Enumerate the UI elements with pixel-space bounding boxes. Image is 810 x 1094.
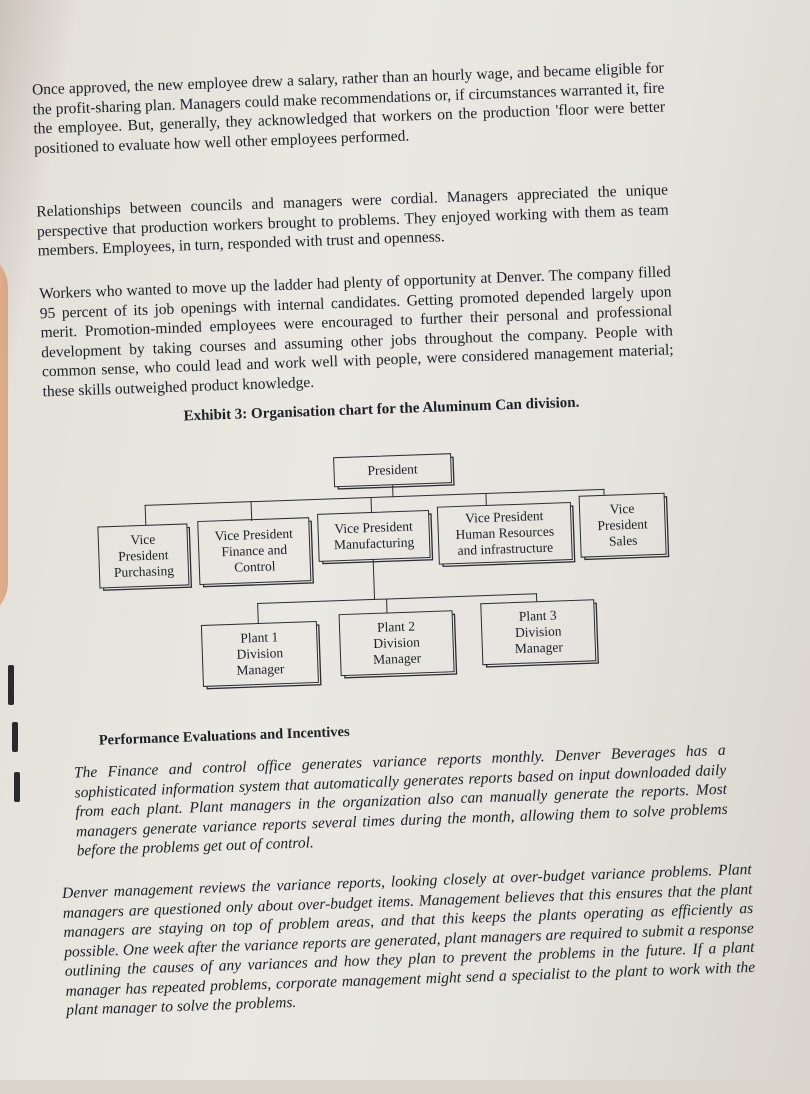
vp-label-line: Purchasing [113,562,175,580]
vp-label-line: President [118,547,169,564]
vp-hr-box [437,502,573,565]
vp-label-line: Finance and [221,541,288,560]
vp-label-line: Manufacturing [333,534,415,553]
plant1-manager-box [201,621,319,687]
paragraph-variance-reports: The Finance and control office generates variance reports monthly. Denver Beverages has a sophisticated information system that automatically generates reports based on input downloaded daily from each plant. Plant managers in the organization also can manually generate the reports. Most managers generate variance reports several times during the month, allowing them to solve problems before the problems get out of control. [73,741,728,860]
paragraph-promotion: Workers who wanted to move up the ladder had plenty of opportunity at Denver. The company filled 95 percent of its job openings with internal candidates. Getting promoted depended largely upon merit. Promotion-minded employees were encouraged to further their personal and professional development by taking courses and assuming other jobs throughout the company. People with common sense, who could lead and work well with people, were considered management material; these skills outweighed product knowledge. [38,263,674,400]
plant-label-line: Plant 2 [376,618,416,635]
paragraph-management-review: Denver management reviews the variance reports, looking closely at over-budget variance problems. Plant managers are questioned only about over-budget items. Management believes that this ensures that the plant managers are staying on top of problem areas, and that this keeps the plants operating as efficiently as possible. One week after the variance reports are generated, plant managers are required to submit a response outlining the causes of any variances and how they plan to prevent the problems in the future. If a plant manager has repeated problems, corporate management might send a specialist to the plant to work with the plant manager to solve the problems. [61,860,756,1019]
vp-purchasing-box [97,523,189,588]
vp-label-line: Vice President [464,507,544,526]
vp-label-line: President [597,516,648,534]
vp-label-line: Control [233,558,276,575]
plant-label-line: Manager [372,650,422,668]
president-label: President [367,461,418,479]
vp-label-line: Sales [608,532,638,549]
connector-line [257,603,259,623]
vp-label-line: Vice [130,531,156,548]
connector-line [373,560,376,600]
plant-label-line: Division [236,645,284,662]
vp-label-line: and infrastructure [457,539,554,558]
connector-line [536,593,538,601]
plant-label-line: Plant 1 [240,629,279,646]
paragraph-new-employee: Once approved, the new employee drew a salary, rather than an hourly wage, and became eligible for the profit-sharing plan. Managers could make recommendations or, if circumstances warranted it, fire the employee. But, generally, they acknowledged that workers on the production 'floor were better positioned to evaluate how well other employees performed. [31,59,666,158]
paragraph-relationships: Relationships between councils and managers were cordial. Managers appreciated the unique perspective that production workers brought to problems. They enjoyed working with them as team members. Employees, in turn, responded with trust and openness. [36,181,669,260]
plant3-manager-box [480,599,596,665]
connector-line [386,598,388,612]
vp-finance-box [197,517,311,585]
connector-line [145,505,147,525]
vp-label-line: Vice President [214,525,294,544]
vp-label-line: Vice [609,500,635,517]
president-box [333,453,452,487]
vp-label-line: Vice President [334,518,413,537]
plant2-manager-box [339,610,455,676]
connector-line [370,497,372,513]
exhibit-title: Exhibit 3: Organisation chart for the Aluminum Can division. [183,394,580,425]
plant-label-line: Manager [236,661,285,678]
plant-label-line: Division [514,623,562,641]
plant-label-line: Manager [514,639,564,657]
connector-line [485,493,487,505]
plant-label-line: Division [373,634,421,651]
vp-label-line: Human Resources [455,523,555,543]
vp-manufacturing-box [317,510,431,562]
vp-sales-box [579,493,667,558]
plant-label-line: Plant 3 [518,607,557,624]
section-heading: Performance Evaluations and Incentives [98,723,350,749]
